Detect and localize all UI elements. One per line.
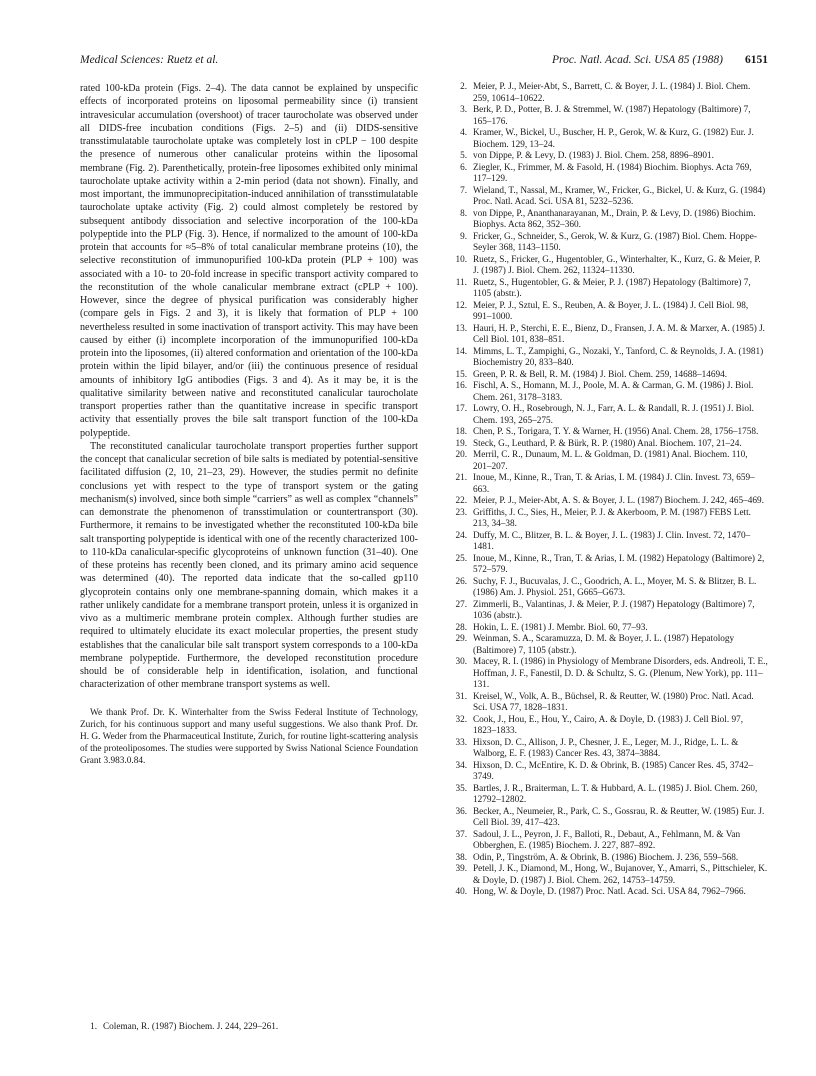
reference-item: [450, 508, 768, 531]
reference-number: 15.: [455, 369, 467, 380]
reference-text: von Dippe, P., Ananthanarayanan, M., Drain, P. & Levy, D. (1986) Biochim. Biophys. Acta 862, 352–360.: [473, 208, 756, 230]
reference-text: Inoue, M., Kinne, R., Tran, T. & Arias, I. M. (1982) Hepatology (Baltimore) 2, 572–579.: [473, 553, 765, 575]
reference-number: 30.: [455, 657, 467, 667]
reference-text: Meier, P. J., Meier-Abt, A. S. & Boyer, J. L. (1987) Biochem. J. 242, 465–469.: [473, 496, 764, 506]
reference-text: Suchy, F. J., Bucuvalas, J. C., Goodrich, A. L., Moyer, M. S. & Blitzer, B. L. (1986) Am. J. Physiol. 251, G665–G673.: [473, 576, 757, 598]
reference-text: Becker, A., Neumeier, R., Park, C. S., Gossrau, R. & Reutter, W. (1985) Eur. J. Cell Biol. 39, 417–423.: [473, 806, 765, 828]
reference-number: 1.: [90, 1022, 97, 1032]
left-column: [80, 82, 418, 768]
page-number: 6151: [745, 54, 768, 66]
reference-text: Fischl, A. S., Homann, M. J., Poole, M. A. & Carman, G. M. (1986) J. Biol. Chem. 261, 3178–3183.: [473, 381, 754, 403]
reference-text: Cook, J., Hou, E., Hou, Y., Cairo, A. & Doyle, D. (1983) J. Cell Biol. 97, 1823–1833.: [473, 714, 744, 736]
reference-number: 19.: [455, 438, 467, 449]
reference-number: 7.: [460, 185, 467, 196]
reference-text: Kreisel, W., Volk, A. B., Büchsel, R. & Reutter, W. (1980) Proc. Natl. Acad. Sci. USA 77, 1828–1831.: [473, 691, 754, 713]
reference-number: 25.: [455, 553, 467, 564]
journal-citation-line: [552, 52, 768, 68]
reference-item: [450, 404, 768, 427]
reference-text: Hokin, L. E. (1981) J. Membr. Biol. 60, 77–93.: [473, 622, 648, 633]
reference-number: 9.: [460, 231, 467, 242]
reference-item: [450, 381, 768, 404]
reference-text: Ruetz, S., Fricker, G., Hugentobler, G., Winterhalter, K., Kurz, G. & Meier, P. J. (1987) J. Biol. Chem. 262, 11324–11330.: [473, 254, 761, 276]
reference-text: Meier, P. J., Meier-Abt, S., Barrett, C. & Boyer, J. L. (1984) J. Biol. Chem. 259, 10614–10622.: [473, 82, 751, 104]
reference-number: 34.: [455, 760, 467, 771]
reference-item: [450, 715, 768, 738]
reference-item: [450, 473, 768, 496]
reference-item: [450, 692, 768, 715]
reference-text: Merril, C. R., Dunaum, M. L. & Goldman, D. (1981) Anal. Biochem. 110, 201–207.: [473, 450, 748, 472]
reference-number: 17.: [455, 404, 467, 414]
running-header: [80, 52, 768, 68]
reference-number: 38.: [455, 852, 467, 863]
reference-item: [450, 830, 768, 853]
reference-item: [450, 807, 768, 830]
reference-text: Odin, P., Tingström, A. & Obrink, B. (1986) Biochem. J. 236, 559–568.: [473, 852, 739, 863]
reference-text: Green, P. R. & Bell, R. M. (1984) J. Biol. Chem. 259, 14688–14694.: [473, 369, 728, 380]
reference-text: Weinman, S. A., Scaramuzza, D. M. & Boyer, J. L. (1987) Hepatology (Baltimore) 7, 1105 (abstr.).: [473, 634, 735, 656]
reference-item: [450, 427, 768, 439]
reference-number: 2.: [460, 82, 467, 92]
reference-item: [450, 864, 768, 887]
reference-item: [450, 370, 768, 382]
reference-item: [450, 82, 768, 105]
reference-item: [450, 784, 768, 807]
section-author-line: Medical Sciences: Ruetz et al.: [80, 54, 219, 66]
reference-text: Coleman, R. (1987) Biochem. J. 244, 229–261.: [103, 1022, 279, 1032]
reference-number: 13.: [455, 323, 467, 334]
reference-number: 33.: [455, 737, 467, 748]
reference-number: 5.: [460, 151, 467, 161]
reference-text: Kramer, W., Bickel, U., Buscher, H. P., Gerok, W. & Kurz, G. (1982) Eur. J. Biochem. 129, 13–24.: [473, 128, 754, 150]
reference-item: [450, 554, 768, 577]
reference-item: [450, 347, 768, 370]
reference-item: [450, 887, 768, 899]
reference-text: Hauri, H. P., Sterchi, E. E., Bienz, D., Fransen, J. A. M. & Marxer, A. (1985) J. Cell Biol. 101, 838–851.: [473, 323, 765, 345]
reference-number: 26.: [455, 576, 467, 587]
reference-item: [450, 209, 768, 232]
reference-number: 35.: [455, 783, 467, 794]
reference-text: Ruetz, S., Hugentobler, G. & Meier, P. J. (1987) Hepatology (Baltimore) 7, 1105 (abstr.).: [473, 277, 751, 299]
reference-number: 31.: [455, 691, 467, 702]
reference-number: 28.: [455, 622, 467, 633]
reference-text: Inoue, M., Kinne, R., Tran, T. & Arias, I. M. (1984) J. Clin. Invest. 73, 659–663.: [473, 473, 755, 495]
reference-number: 27.: [455, 599, 467, 610]
reference-text: Macey, R. I. (1986) in Physiology of Membrane Disorders, eds. Andreoli, T. E., Hoffman, J. F., Fanestil, D. D. & Schultz, S. G. (Plenum, New York), pp. 111–131.: [473, 657, 768, 690]
reference-number: 3.: [460, 105, 467, 115]
reference-text: Meier, P. J., Sztul, E. S., Reuben, A. & Boyer, J. L. (1984) J. Cell Biol. 98, 991–1000.: [473, 300, 749, 322]
reference-item: [450, 439, 768, 451]
reference-item: [450, 324, 768, 347]
reference-text: Zimmerli, B., Valantinas, J. & Meier, P. J. (1987) Hepatology (Baltimore) 7, 1036 (abstr.).: [473, 599, 755, 621]
reference-text: Duffy, M. C., Blitzer, B. L. & Boyer, J. L. (1983) J. Clin. Invest. 72, 1470–1481.: [473, 530, 751, 552]
reference-text: Mimms, L. T., Zampighi, G., Nozaki, Y., Tanford, C. & Reynolds, J. A. (1981) Biochemistry 20, 833–840.: [473, 346, 764, 368]
reference-text: Sadoul, J. L., Peyron, J. F., Balloti, R., Debaut, A., Fehlmann, M. & Van Obberghen, E. (1985) Biochem. J. 227, 887–892.: [473, 829, 741, 851]
reference-text: Hong, W. & Doyle, D. (1987) Proc. Natl. Acad. Sci. USA 84, 7962–7966.: [473, 887, 746, 897]
reference-number: 24.: [455, 530, 467, 541]
reference-number: 23.: [455, 507, 467, 518]
reference-text: Lowry, O. H., Rosebrough, N. J., Farr, A. L. & Randall, R. J. (1951) J. Biol. Chem. 193, 265–275.: [473, 404, 754, 426]
reference-number: 21.: [455, 473, 467, 483]
reference-number: 29.: [455, 634, 467, 644]
reference-item: [450, 853, 768, 865]
reference-item: [450, 301, 768, 324]
reference-item: [450, 255, 768, 278]
reference-text: Griffiths, J. C., Sies, H., Meier, P. J. & Akerboom, P. M. (1987) FEBS Lett. 213, 34–38.: [473, 507, 751, 529]
reference-number: 16.: [455, 381, 467, 391]
reference-item: [450, 761, 768, 784]
body-paragraph-1: rated 100-kDa protein (Figs. 2–4). The data cannot be explained by unspecific effects of incorporated proteins on liposomal permeability since (i) transient intravesicular accumulation (overshoot) of tracer taurocholate was observed under all DIDS-free incubation conditions (Figs. 2–5) and (ii) DIDS-sensitive transstimulatable taurocholate uptake was completely lost in cPLP − 100 despite the presence of numerous other canalicular proteins within the liposomal membrane (Fig. 2). Parenthetically, protein-free liposomes exhibited only minimal taurocholate uptake activity within a 2-min period (data not shown). Finally, and most important, the immunoprecipitation-induced annihilation of transstimulatable taurocholate uptake activity (Fig. 2) could almost completely be restored by subsequent antibody dissociation and selective incorporation of the 100-kDa polypeptide into the PLP (Fig. 3). Hence, if normalized to the amount of 100-kDa protein that accounts for ≈5–8% of total canalicular membrane proteins (10), the selective reconstitution of immunopurified 100-kDa protein (PLP + 100) was associated with a 10- to 20-fold increase in specific transport activity compared to the reconstitution of the whole canalicular membrane extract (cPLP + 100). However, since the degree of physical purification was considerably higher (compare gels in Figs. 2 and 3), it is likely that formation of PLP + 100 nevertheless resulted in some inactivation of transport activity. This may have been caused by either (i) incomplete incorporation of the immunopurified 100-kDa protein into the liposomes, (ii) altered conformation and orientation of the 100-kDa protein within the lipid bilayer, and/or (iii) the continuous presence of residual amounts of inhibitory IgG antibodies (Figs. 3 and 4). As it may be, it is the qualitative similarity between native and reconstituted canalicular taurocholate transport properties rather than the quantitative increase in specific transport activity that essentially proves the bile salt transport function of the 100-kDa polypeptide.: [80, 83, 418, 439]
reference-number: 39.: [455, 864, 467, 874]
reference-item: [450, 128, 768, 151]
reference-item: [450, 496, 768, 508]
reference-number: 40.: [455, 887, 467, 897]
reference-text: Bartles, J. R., Braiterman, L. T. & Hubbard, A. L. (1985) J. Biol. Chem. 260, 12792–12802.: [473, 783, 758, 805]
reference-number: 12.: [455, 300, 467, 311]
reference-number: 14.: [455, 346, 467, 357]
reference-text: Petell, J. K., Diamond, M., Hong, W., Bujanover, Y., Amarri, S., Pittschieler, K. & Doyle, D. (1987) J. Biol. Chem. 262, 14753–14759.: [473, 864, 768, 886]
reference-item: [450, 186, 768, 209]
reference-number: 20.: [455, 450, 467, 460]
reference-number: 18.: [455, 427, 467, 437]
reference-number: 22.: [455, 496, 467, 506]
reference-text: Wieland, T., Nassal, M., Kramer, W., Fricker, G., Bickel, U. & Kurz, G. (1984) Proc. Natl. Acad. Sci. USA 81, 5232–5236.: [473, 185, 766, 207]
reference-text: Hixson, D. C., McEntire, K. D. & Obrink, B. (1985) Cancer Res. 45, 3742–3749.: [473, 760, 754, 782]
reference-list: [450, 82, 768, 899]
reference-text: Hixson, D. C., Allison, J. P., Chesner, J. E., Leger, M. J., Ridge, L. L. & Walborg, E. F. (1983) Cancer Res. 43, 3874–3884.: [473, 737, 739, 759]
reference-item: [450, 232, 768, 255]
reference-item: [450, 657, 768, 692]
reference-item: [450, 738, 768, 761]
reference-item: [450, 151, 768, 163]
reference-list-start: [80, 1022, 418, 1034]
reference-number: 11.: [455, 277, 467, 288]
reference-item: [450, 600, 768, 623]
reference-item: [450, 634, 768, 657]
reference-text: Chen, P. S., Torigara, T. Y. & Warner, H. (1956) Anal. Chem. 28, 1756–1758.: [473, 427, 759, 437]
reference-text: Berk, P. D., Potter, B. J. & Stremmel, W. (1987) Hepatology (Baltimore) 7, 165–176.: [473, 105, 751, 127]
reference-item: [450, 278, 768, 301]
reference-number: 8.: [460, 208, 467, 219]
reference-number: 10.: [455, 254, 467, 265]
reference-number: 32.: [455, 714, 467, 725]
reference-number: 4.: [460, 128, 467, 138]
reference-text: Ziegler, K., Frimmer, M. & Fasold, H. (1984) Biochim. Biophys. Acta 769, 117–129.: [473, 162, 752, 184]
reference-item: [450, 577, 768, 600]
reference-item: [80, 1022, 418, 1034]
reference-item: [450, 531, 768, 554]
acknowledgment: We thank Prof. Dr. K. Winterhalter from the Swiss Federal Institute of Technology, Zurich, for his continuous support and many useful suggestions. We also thank Prof. Dr. H. G. Weder from the Pharmaceutical Institute, Zurich, for routine light-scattering analysis of the proteoliposomes. The studies were supported by Swiss National Science Foundation Grant 3.983.0.84.: [80, 707, 418, 767]
reference-text: von Dippe, P. & Levy, D. (1983) J. Biol. Chem. 258, 8896–8901.: [473, 151, 714, 161]
journal-name: Proc. Natl. Acad. Sci. USA 85 (1988): [552, 54, 723, 66]
reference-number: 36.: [455, 806, 467, 817]
body-paragraph-2: The reconstituted canalicular taurocholate transport properties further support the concept that canalicular secretion of bile salts is mediated by potential-sensitive facilitated diffusion (2, 10, 21–23, 29). However, the studies permit no definite conclusions yet with respect to the type of transport system or the gating mechanism(s) involved, since both simple “carriers” as well as complex “channels” can demonstrate the phenomenon of transstimulation or countertransport (30). Furthermore, it remains to be investigated whether the reconstituted 100-kDa bile salt transporting polypeptide is identical with one of the recently characterized 100- to 110-kDa canalicular-specific glycoproteins of unknown function (31–40). One of these proteins has recently been cloned, and its primary amino acid sequence was determined (40). The reported data indicate that the so-called gp110 glycoprotein contains only one membrane-spanning domain, which makes it a rather unlikely candidate for a membrane transport protein, unless it is organized in vivo as a multimeric membrane protein complex. Although further studies are required to ultimately elucidate its exact molecular properties, the present study establishes that the canalicular bile salt transport system corresponds to a 100-kDa membrane polypeptide. Furthermore, the developed reconstitution procedure should be of considerable help in identification, isolation, and functional characterization of other membrane transport systems as well.: [80, 440, 418, 691]
reference-item: [450, 450, 768, 473]
reference-item: [450, 623, 768, 635]
reference-text: Steck, G., Leuthard, P. & Bürk, R. P. (1980) Anal. Biochem. 107, 21–24.: [473, 438, 742, 449]
reference-item: [450, 163, 768, 186]
reference-number: 37.: [455, 829, 467, 840]
reference-text: Fricker, G., Schneider, S., Gerok, W. & Kurz, G. (1987) Biol. Chem. Hoppe-Seyler 368, 1143–1150.: [473, 231, 757, 253]
reference-number: 6.: [460, 162, 467, 173]
reference-item: [450, 105, 768, 128]
